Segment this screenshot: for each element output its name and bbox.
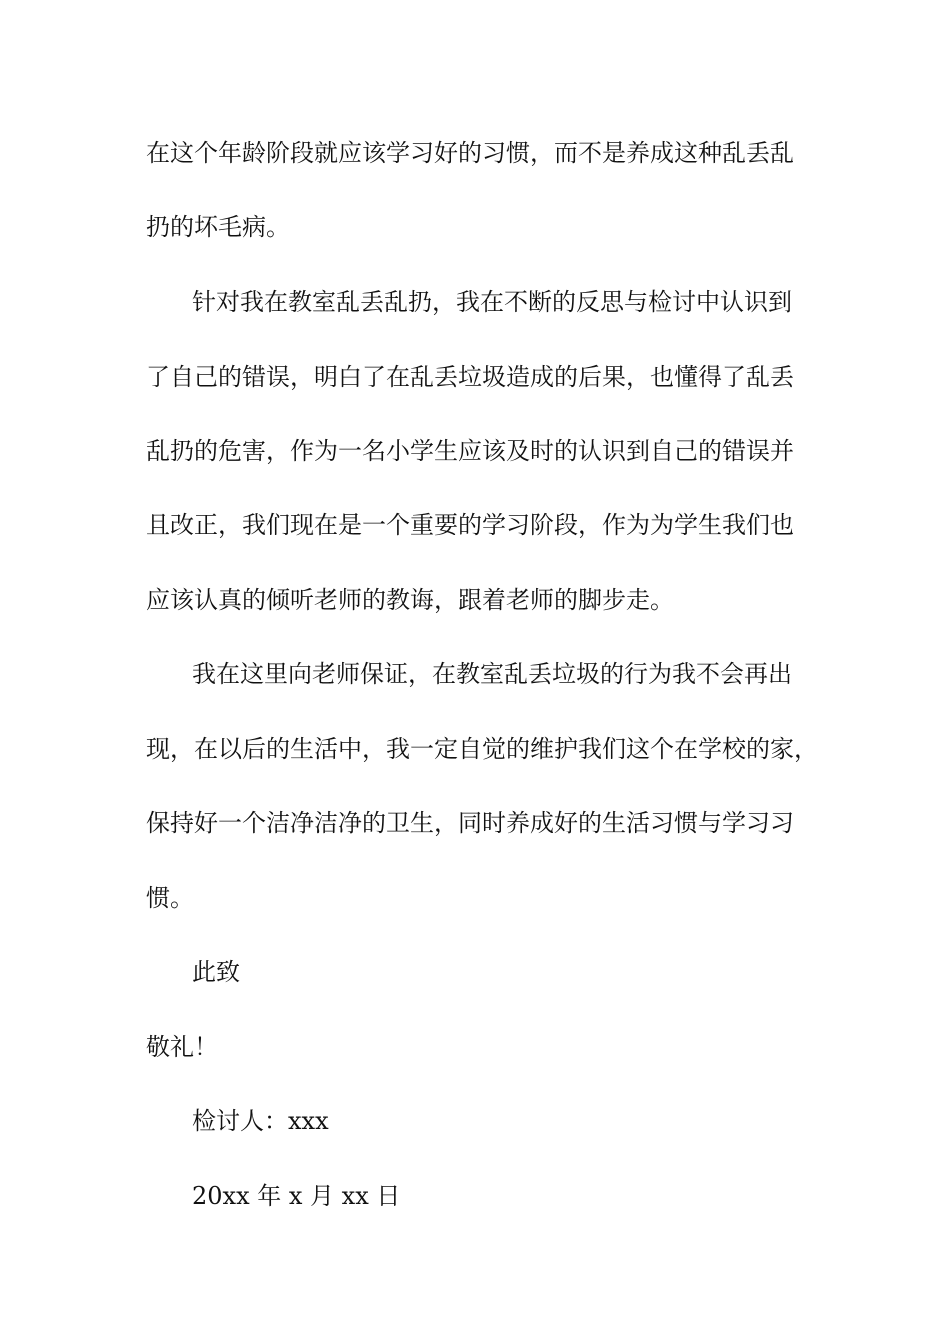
paragraph-3-line-3: 保持好一个洁净洁净的卫生，同时养成好的生活习惯与学习习	[146, 809, 794, 837]
paragraph-2-line-5: 应该认真的倾听老师的教诲，跟着老师的脚步走。	[146, 586, 674, 614]
paragraph-3-line-2: 现，在以后的生活中，我一定自觉的维护我们这个在学校的家，	[146, 735, 818, 763]
paragraph-2-line-3: 乱扔的危害，作为一名小学生应该及时的认识到自己的错误并	[146, 437, 794, 465]
paragraph-1-line-1: 在这个年龄阶段就应该学习好的习惯，而不是养成这种乱丢乱	[146, 139, 794, 167]
paragraph-2-line-2: 了自己的错误，明白了在乱丢垃圾造成的后果，也懂得了乱丢	[146, 363, 794, 391]
paragraph-1-line-2: 扔的坏毛病。	[146, 213, 290, 241]
signature-text: 检讨人：xxx	[192, 1107, 329, 1135]
closing-text: 此致	[192, 958, 240, 986]
date-text: 20xx 年 x 月 xx 日	[192, 1182, 401, 1210]
paragraph-2-line-1: 针对我在教室乱丢乱扔，我在不断的反思与检讨中认识到	[192, 288, 792, 316]
paragraph-3-line-4: 惯。	[146, 884, 194, 912]
paragraph-3-line-1: 我在这里向老师保证，在教室乱丢垃圾的行为我不会再出	[192, 660, 792, 688]
salutation-text: 敬礼！	[146, 1033, 218, 1061]
paragraph-2-line-4: 且改正，我们现在是一个重要的学习阶段，作为为学生我们也	[146, 511, 794, 539]
